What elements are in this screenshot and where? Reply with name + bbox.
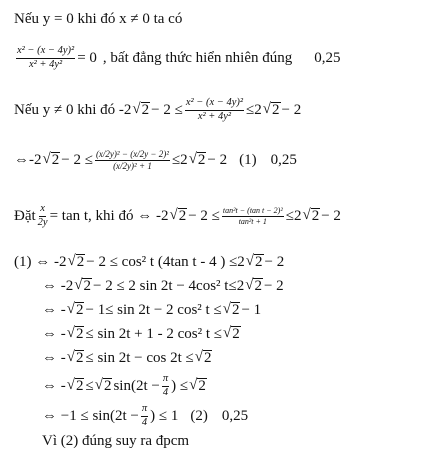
fraction: $\frac{\text{tan²t − (tan t − 2)²}}{\text{tan²t + 1}}$ xyxy=(222,205,283,226)
sqrt: √ 2 xyxy=(42,151,60,169)
sqrt: √ 2 xyxy=(188,151,206,169)
score: 0,25 xyxy=(270,152,297,168)
fraction: $\frac{\text{x² − (x − 4y)²}}{\text{x² + 4y²}}$ xyxy=(17,45,75,70)
line-13 xyxy=(42,434,421,449)
line-11: ⇔ - √ 2 ≤ √ 2 sin(2t − $\frac{\pi}{4}$ ) ≤ √ 2 xyxy=(42,373,206,398)
fraction: $\frac{x}{2y}$ xyxy=(37,203,48,228)
score: 0,25 xyxy=(221,407,249,424)
line-6: (1) ⇔ -2 √ 2 − 2 ≤ cos² t (4tan t - 4 ) ≤2 √ 2 − 2 xyxy=(14,253,285,270)
fraction: $\frac{\text{(x/2y)² − (x/2y − 2)²}}{\text{(x/2y)² + 1}}$ xyxy=(95,149,169,171)
sqrt: √ 2 xyxy=(222,301,240,318)
sqrt: √ 2 xyxy=(66,376,84,394)
sqrt: √ 2 xyxy=(66,325,84,342)
score: 0,25 xyxy=(314,49,341,66)
line-2: $\frac{\text{x² − (x − 4y)²}}{\text{x² + 4y²}}$ = 0 , bất đẳng thức hiển nhiên đúng 0,25 xyxy=(17,45,341,70)
line-1 xyxy=(14,12,421,27)
fraction: $\frac{\text{x² − (x − 4y)²}}{\text{x² + 4y²}}$ xyxy=(185,97,244,122)
sqrt: √ 2 xyxy=(245,277,262,294)
sqrt: √ 2 xyxy=(66,301,84,318)
sqrt: √ 2 xyxy=(189,376,206,394)
sqrt: √ 2 xyxy=(132,100,150,118)
line-3: Nếu y ≠ 0 khi đó -2 √ 2 − 2 ≤ $\frac{\text{x² − (x − 4y)²}}{\text{x² + 4y²}}$ ≤2 √ 2 − 2 xyxy=(14,97,302,122)
line-10: ⇔ - √ 2 ≤ sin 2t − cos 2t ≤ √ 2 xyxy=(42,349,212,366)
sqrt: √ 2 xyxy=(245,253,263,270)
equation-tag: (2) xyxy=(190,407,208,424)
line-1-text: Nếu y = 0 khi đó x ≠ 0 ta có xyxy=(14,11,183,27)
sqrt: √ 2 xyxy=(94,376,112,394)
line-9: ⇔ - √ 2 ≤ sin 2t + 1 - 2 cos² t ≤ √ 2 xyxy=(42,325,240,342)
sqrt: √ 2 xyxy=(223,325,240,342)
fraction: $\frac{\pi}{4}$ xyxy=(162,373,169,398)
sqrt: √ 2 xyxy=(262,100,280,118)
sqrt: √ 2 xyxy=(302,206,320,224)
line-4: ⇔-2 √ 2 − 2 ≤ $\frac{\text{(x/2y)² − (x/2y − 2)²}}{\text{(x/2y)² + 1}}$ ≤2 √ 2 − 2 (1) 0,25 xyxy=(14,149,297,171)
sqrt: √ 2 xyxy=(66,349,84,366)
line-5: Đặt $\frac{x}{2y}$ = tan t, khi đó ⇔ -2 √ 2 − 2 ≤ $\frac{\text{tan²t − (tan t − 2)²}}{\text{tan²t + 1}}$ ≤2 √ 2 − 2 xyxy=(14,203,341,228)
line-12: ⇔ −1 ≤ sin(2t − $\frac{\pi}{4}$ ) ≤ 1 (2) 0,25 xyxy=(42,403,249,428)
line-13-text: Vì (2) đúng suy ra đpcm xyxy=(42,433,190,449)
line-7: ⇔ -2 √ 2 − 2 ≤ 2 sin 2t − 4cos² t≤2 √ 2 − 2 xyxy=(42,277,284,294)
sqrt: √ 2 xyxy=(74,277,91,294)
line-8: ⇔ - √ 2 − 1≤ sin 2t − 2 cos² t ≤ √ 2 − 1 xyxy=(42,301,262,318)
sqrt: √ 2 xyxy=(194,349,212,366)
sqrt: √ 2 xyxy=(67,253,85,270)
fraction: $\frac{\pi}{4}$ xyxy=(141,403,148,428)
sqrt: √ 2 xyxy=(169,206,187,224)
equation-tag: (1) xyxy=(239,152,257,168)
